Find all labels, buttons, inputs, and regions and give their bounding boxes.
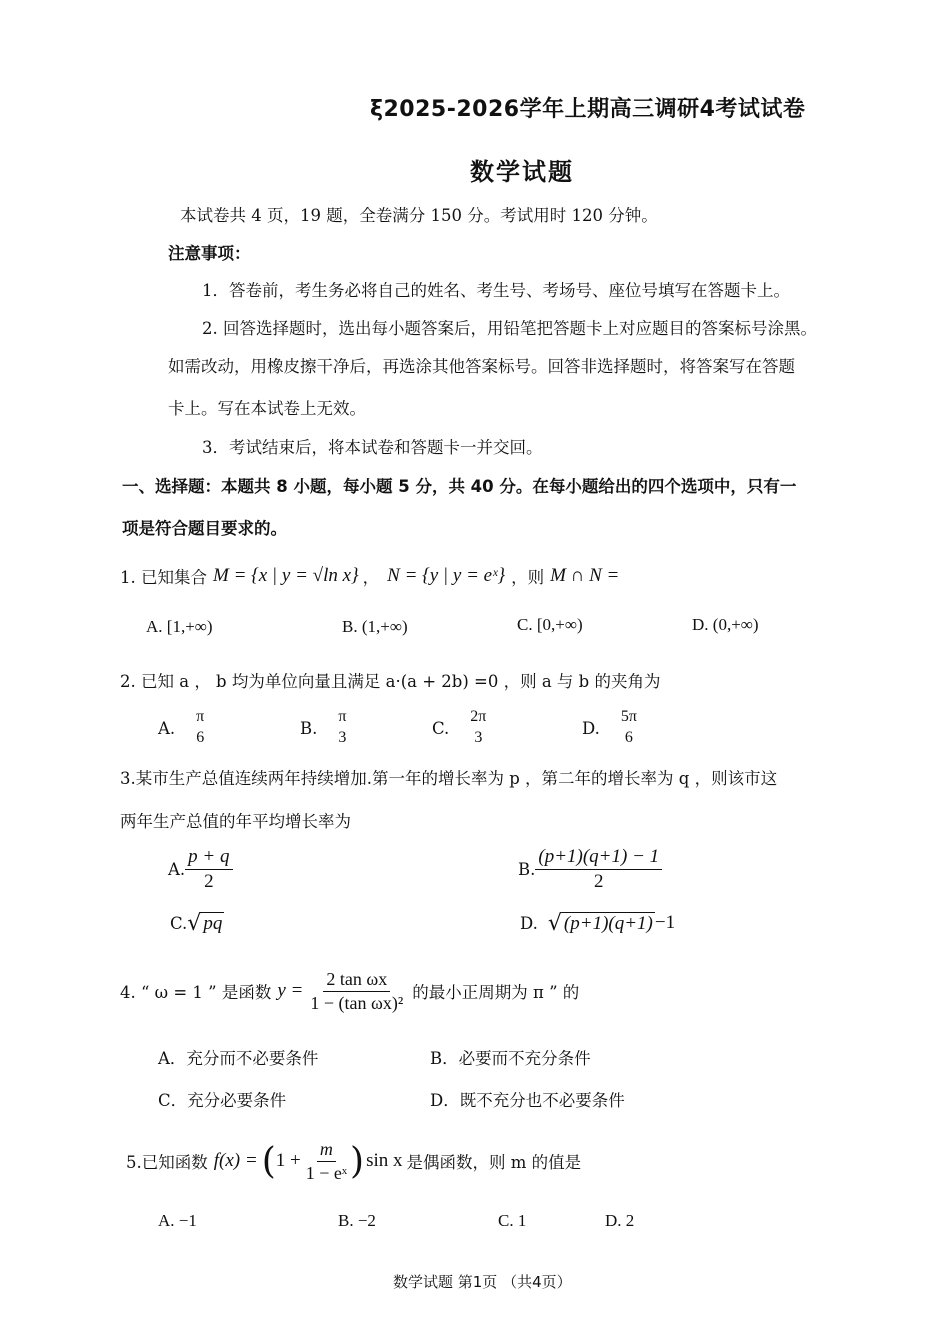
q3-a-num: p + q xyxy=(185,847,232,870)
exam-summary: 本试卷共 4 页，19 题，全卷满分 150 分。考试用时 120 分钟。 xyxy=(180,206,658,225)
q2-c-den: 3 xyxy=(474,729,483,746)
q4-y-eq: y = xyxy=(277,980,304,1001)
q3-option-d-tail: −1 xyxy=(654,912,676,933)
q2-option-a-label: A. xyxy=(158,718,176,738)
q3-option-a-frac xyxy=(185,847,232,892)
q4-option-d: D．既不充分也不必要条件 xyxy=(430,1091,625,1110)
q1-prefix: 1. 已知集合 xyxy=(120,568,207,587)
q2-c-num: 2π xyxy=(470,708,487,726)
q5-fraction xyxy=(303,1140,350,1183)
q2-option-d-frac xyxy=(618,709,640,747)
q3-option-c-expr: pq xyxy=(203,912,223,934)
q5-den: 1 − eˣ xyxy=(305,1162,348,1183)
q3-option-a xyxy=(168,842,233,896)
q2-a-den: 6 xyxy=(196,729,205,746)
q3-option-d-label: D. xyxy=(520,913,538,933)
q2-option-c-label: C. xyxy=(432,718,450,738)
q5-one-plus: 1 + xyxy=(275,1150,301,1171)
q2-option-b-label: B. xyxy=(300,718,318,738)
q2-d-num: 5π xyxy=(620,708,637,726)
q3-option-d-expr: (p+1)(q+1) xyxy=(563,912,653,934)
q4-den: 1 − (tan ωx)² xyxy=(310,992,404,1013)
right-paren-icon: ) xyxy=(350,1140,365,1182)
question-4 xyxy=(120,960,579,1022)
q5-fx: f(x) = xyxy=(213,1150,258,1171)
q1-option-d: D. (0,+∞) xyxy=(692,615,759,634)
q2-b-den: 3 xyxy=(338,729,347,746)
question-3-line-2: 两年生产总值的年平均增长率为 xyxy=(120,812,351,831)
radical-icon: √ xyxy=(187,910,202,936)
subject-title: 数学试题 xyxy=(470,158,574,186)
q5-num: m xyxy=(317,1140,336,1162)
q3-option-d xyxy=(520,908,675,938)
q4-option-a: A．充分而不必要条件 xyxy=(158,1049,319,1068)
note-2-line-1: 2. 回答选择题时，选出每小题答案后，用铅笔把答题卡上对应题目的答案标号涂黑。 xyxy=(202,319,817,338)
q2-options xyxy=(158,704,678,754)
q5-prefix: 5.已知函数 xyxy=(126,1153,208,1172)
q2-d-den: 6 xyxy=(624,729,633,746)
q2-option-b xyxy=(300,704,349,752)
note-2-line-3: 卡上。写在本试卷上无效。 xyxy=(168,399,366,418)
q1-set-n: N = {y | y = eˣ} xyxy=(387,565,506,586)
radical-icon: √ xyxy=(547,910,562,936)
question-1 xyxy=(120,556,619,596)
q3-option-c-label: C. xyxy=(170,913,188,933)
q1-ask: ，则 xyxy=(511,568,545,587)
q1-target: M ∩ N = xyxy=(550,565,620,586)
q4-suffix: 的最小正周期为 π ” 的 xyxy=(412,983,580,1002)
q3-b-den: 2 xyxy=(594,870,604,892)
q1-separator: ， xyxy=(362,568,380,587)
q3-option-c xyxy=(170,908,224,938)
q4-option-b: B．必要而不充分条件 xyxy=(430,1049,591,1068)
q2-option-d-label: D. xyxy=(582,718,600,738)
q3-option-b-frac xyxy=(535,847,662,892)
q5-suffix: 是偶函数，则 m 的值是 xyxy=(406,1153,582,1172)
q4-option-c: C．充分必要条件 xyxy=(158,1091,287,1110)
section-heading-line-1: 一、选择题：本题共 8 小题，每小题 5 分，共 40 分。在每小题给出的四个选项中，只有一 xyxy=(122,477,797,496)
q1-option-b: B. (1,+∞) xyxy=(342,617,408,636)
q1-set-m: M = {x | y = √ln x} xyxy=(213,565,359,586)
q2-option-b-frac xyxy=(335,709,349,747)
q5-sin: sin x xyxy=(366,1150,403,1171)
q4-prefix: 4. “ ω = 1 ” 是函数 xyxy=(120,983,272,1002)
q1-option-c: C. [0,+∞) xyxy=(517,615,583,634)
section-heading-line-2: 项是符合题目要求的。 xyxy=(122,519,287,538)
note-2-line-2: 如需改动，用橡皮擦干净后，再选涂其他答案标号。回答非选择题时，将答案写在答题 xyxy=(168,357,795,376)
q2-a-num: π xyxy=(196,708,205,726)
q2-option-a-frac xyxy=(193,709,207,747)
page-footer: 数学试题 第1页 （共4页） xyxy=(393,1273,572,1291)
q2-option-a xyxy=(158,704,207,752)
question-5 xyxy=(126,1130,581,1192)
q2-option-c xyxy=(432,704,489,752)
question-3-line-1: 3.某市生产总值连续两年持续增加.第一年的增长率为 p ，第二年的增长率为 q ，则该市这 xyxy=(120,769,778,788)
q3-b-num: (p+1)(q+1) − 1 xyxy=(535,847,662,870)
q4-num: 2 tan ωx xyxy=(323,970,390,992)
q1-option-a: A. [1,+∞) xyxy=(146,617,213,636)
note-3: 3．考试结束后，将本试卷和答题卡一并交回。 xyxy=(202,438,543,457)
notes-heading: 注意事项： xyxy=(168,244,251,263)
question-2: 2. 已知 a ， b 均为单位向量且满足 a·(a + 2b) =0 ，则 a 与 b 的夹角为 xyxy=(120,672,661,691)
exam-title: ξ2025-2026学年上期高三调研4考试试卷 xyxy=(370,97,806,122)
q2-option-c-frac xyxy=(467,709,489,747)
q3-option-a-label: A. xyxy=(168,859,186,879)
note-1: 1．答卷前，考生务必将自己的姓名、考生号、考场号、座位号填写在答题卡上。 xyxy=(202,281,790,300)
left-paren-icon: ( xyxy=(261,1140,276,1182)
q5-option-a: A. −1 xyxy=(158,1211,197,1230)
q5-option-d: D. 2 xyxy=(605,1211,635,1230)
q3-a-den: 2 xyxy=(204,870,214,892)
q2-option-d xyxy=(582,704,640,752)
q5-option-c: C. 1 xyxy=(498,1211,527,1230)
q3-option-b-label: B. xyxy=(518,859,536,879)
q2-b-num: π xyxy=(338,708,347,726)
q4-fraction xyxy=(307,970,406,1013)
q5-option-b: B. −2 xyxy=(338,1211,376,1230)
q3-option-b xyxy=(518,842,662,896)
